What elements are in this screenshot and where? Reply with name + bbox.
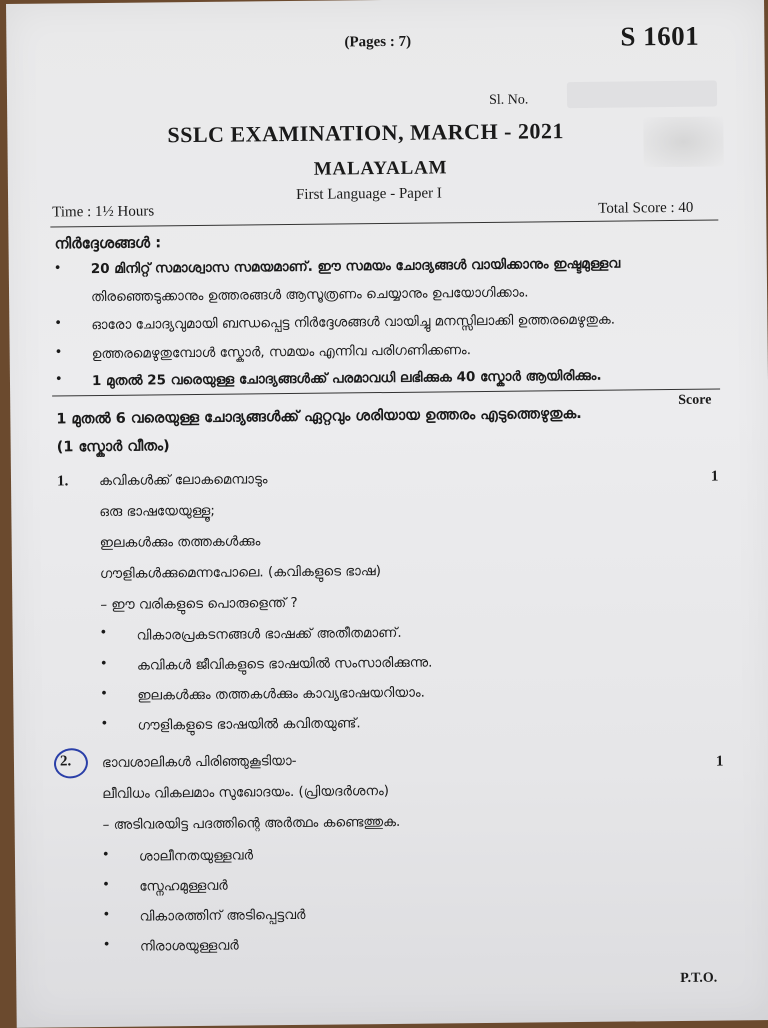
bullet-icon: • [101,714,108,733]
paper-code: S 1601 [620,20,700,52]
instruction-item: ഓരോ ചോദ്യവുമായി ബന്ധപ്പെട്ട നിർദ്ദേശങ്ങൾ വായിച്ചു മനസ്സിലാക്കി ഉത്തരമെഴുതുക. [91,311,616,334]
bullet-icon: • [103,875,109,893]
instructions-heading: നിർദ്ദേശങ്ങൾ : [54,233,162,253]
question-line: ഒരു ഭാഷയേയുള്ളൂ; [99,502,215,521]
option-item: വികാരപ്രകടനങ്ങൾ ഭാഷക്ക് അതീതമാണ്. [136,624,402,644]
serial-number-label: Sl. No. [488,92,529,108]
page-count: (Pages : 7) [344,33,412,51]
exam-paper-sheet [6,0,768,1028]
bullet-icon: • [55,314,62,332]
exam-title: SSLC EXAMINATION, MARCH - 2021 [167,118,565,148]
total-score: Total Score : 40 [598,199,694,217]
question-line: ഇലകൾക്കും തത്തകൾക്കും [99,533,261,552]
faded-stamp [643,116,724,167]
option-item: നിരാശയുള്ളവർ [139,937,239,955]
serial-number-box [567,81,717,109]
instructions-divider [52,389,720,397]
instruction-item: 1 മുതൽ 25 വരെയുള്ള ചോദ്യങ്ങൾക്ക് പരമാവധി ലഭിക്കുക 40 സ്കോർ ആയിരിക്കും. [91,367,602,390]
time-allowed: Time : 1½ Hours [52,203,155,221]
question-line: കവികൾക്ക് ലോകമെമ്പാടും [98,471,268,490]
question-line: ഭാവശാലികൾ പിരിഞ്ഞുകൂടിയാ- [101,752,297,772]
question-line: – ഈ വരികളുടെ പൊരുളെന്ത് ? [100,594,298,614]
page-turn-over: P.T.O. [680,970,718,986]
question-line: ഗൗളികൾക്കുമെന്നപോലെ. (കവികളുടെ ഭാഷ) [99,563,382,583]
option-item: ഗൗളികളുടെ ഭാഷയിൽ കവിതയുണ്ട്. [137,715,361,734]
bullet-icon: • [55,370,62,388]
instruction-item: 20 മിനിറ്റ് സമാശ്വാസ സമയമാണ്. ഈ സമയം ചോദ്യങ്ങൾ വായിക്കാനും ഇഷ്ടമുള്ളവ [90,255,621,278]
option-item: ശാലീനതയുള്ളവർ [138,847,254,865]
question-line: – അടിവരയിട്ട പദത്തിന്റെ അർത്ഥം കണ്ടെത്തുക. [102,813,401,834]
option-item: വികാരത്തിന് അടിപ്പെട്ടവർ [139,906,306,925]
header-divider [50,220,718,228]
bullet-icon: • [103,905,110,923]
instruction-item: തിരഞ്ഞെടുക്കാനും ഉത്തരങ്ങൾ ആസൂത്രണം ചെയ്യാനും ഉപയോഗിക്കാം. [91,284,529,306]
bullet-icon: • [54,259,61,277]
score-column-label: Score [678,392,712,408]
paper-title: First Language - Paper I [295,185,442,203]
subject-title: MALAYALAM [313,157,448,180]
bullet-icon: • [100,623,107,642]
bullet-icon: • [100,654,107,673]
bullet-icon: • [101,684,107,703]
question-line: ലീവിധം വികലമാം സുഖോദയം. (പ്രിയദർശനം) [102,783,390,803]
instruction-item: ഉത്തരമെഴുതുമ്പോൾ സ്കോർ, സമയം എന്നിവ പരിഗണിക്കണം. [91,342,472,363]
question-number: 2. [59,753,72,770]
question-score: 1 [715,753,724,770]
question-number: 1. [56,473,69,490]
bullet-icon: • [103,935,110,953]
option-item: കവികൾ ജീവികളുടെ ഭാഷയിൽ സംസാരിക്കുന്നു. [136,654,433,674]
question-score: 1 [710,468,719,485]
option-item: സ്നേഹമുള്ളവർ [139,877,228,895]
section-heading: 1 മുതൽ 6 വരെയുള്ള ചോദ്യങ്ങൾക്ക് ഏറ്റവും ശരിയായ ഉത്തരം എടുത്തെഴുതുക. [56,405,582,428]
bullet-icon: • [55,343,62,361]
section-score-note: (1 സ്കോർ വീതം) [56,438,170,456]
bullet-icon: • [102,845,109,864]
option-item: ഇലകൾക്കും തത്തകൾക്കും കാവ്യഭാഷയറിയാം. [137,684,425,704]
